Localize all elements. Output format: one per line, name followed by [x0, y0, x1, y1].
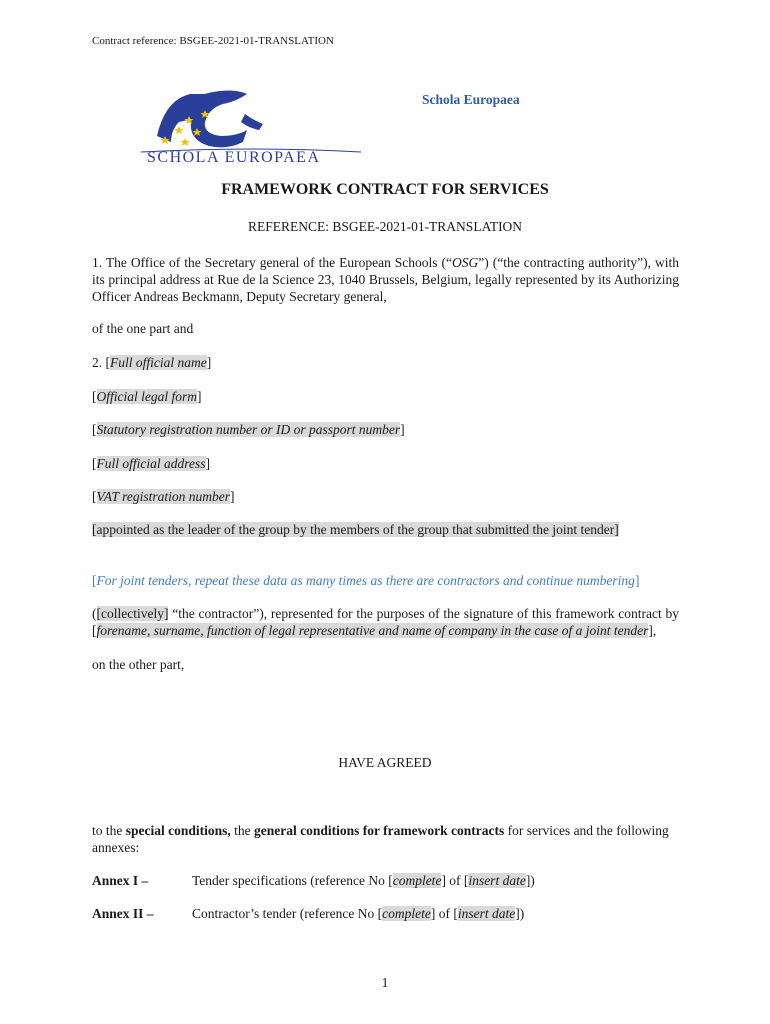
official-legal-form-field: Official legal form: [96, 389, 197, 404]
annex-2-complete-field: complete: [382, 906, 431, 921]
schola-europaea-logo: [135, 86, 367, 166]
joint-tender-note-text: For joint tenders, repeat these data as many times as there are contractors and continue numbering: [96, 573, 635, 588]
annex-1-description: Tender specifications (reference No [complete] of [insert date]): [192, 873, 535, 888]
osg-abbreviation: OSG: [452, 255, 479, 270]
special-conditions: special conditions,: [125, 823, 231, 838]
full-official-address-field: Full official address: [96, 456, 206, 471]
legal-representative-field: forename, surname, function of legal representative and name of company in the case of a joint tender: [96, 623, 649, 638]
full-official-name-line: 2. [Full official name]: [92, 355, 212, 370]
other-part-text: on the other part,: [92, 657, 185, 672]
page-number: 1: [381, 975, 389, 990]
vat-registration-field: VAT registration number: [96, 489, 231, 504]
collectively-field: collectively: [101, 606, 164, 621]
contract-title: FRAMEWORK CONTRACT FOR SERVICES: [221, 181, 549, 198]
annex-1-date-field: insert date: [468, 873, 526, 888]
general-conditions: general conditions for framework contracts: [254, 823, 505, 838]
contract-reference: REFERENCE: BSGEE-2021-01-TRANSLATION: [247, 219, 523, 234]
group-leader-line: [appointed as the leader of the group by the members of the group that submitted the joint tender]: [92, 522, 619, 537]
full-official-name-field: Full official name: [110, 355, 207, 370]
annex-2-description: Contractor’s tender (reference No [complete] of [insert date]): [192, 906, 525, 921]
annex-1-complete-field: complete: [392, 873, 442, 888]
full-official-address-line: [Full official address]: [92, 456, 210, 471]
one-part-text: of the one part and: [92, 321, 194, 336]
joint-tender-note: [For joint tenders, repeat these data as many times as there are contractors and continue numbering]: [92, 573, 640, 588]
official-legal-form-line: [Official legal form]: [92, 389, 202, 404]
statutory-registration-line: [Statutory registration number or ID or passport number]: [92, 422, 405, 437]
have-agreed-heading: HAVE AGREED: [338, 755, 432, 770]
contract-reference-header: Contract reference: BSGEE-2021-01-TRANSLATION: [92, 35, 334, 47]
vat-registration-line: [VAT registration number]: [92, 489, 235, 504]
schola-europaea-brand: Schola Europaea: [422, 92, 520, 107]
contracting-authority-paragraph: 1. The Office of the Secretary general of the European Schools (“OSG”) (“the contracting authority”), with its principal address at Rue de la Science 23, 1040 Brussels, Belgium, legally represented by its Authorizing Officer Andreas Beckmann, Deputy Secretary general,: [92, 255, 679, 304]
contractor-paragraph: ([collectively] “the contractor”), represented for the purposes of the signature of this framework contract by [forename, surname, function of legal representative and name of company in the case of a joint tender],: [92, 606, 679, 638]
annex-2-label: Annex II –: [92, 906, 154, 921]
annex-1-label: Annex I –: [92, 873, 149, 888]
logo-wordmark: SCHOLA EUROPAEA: [147, 149, 321, 166]
statutory-registration-field: Statutory registration number or ID or passport number: [96, 422, 401, 437]
conditions-paragraph: to the special conditions, the general conditions for framework contracts for services and the following annexes:: [92, 823, 669, 855]
annex-2-date-field: insert date: [457, 906, 516, 921]
group-leader-field: appointed as the leader of the group by the members of the group that submitted the joint tender: [96, 522, 615, 537]
